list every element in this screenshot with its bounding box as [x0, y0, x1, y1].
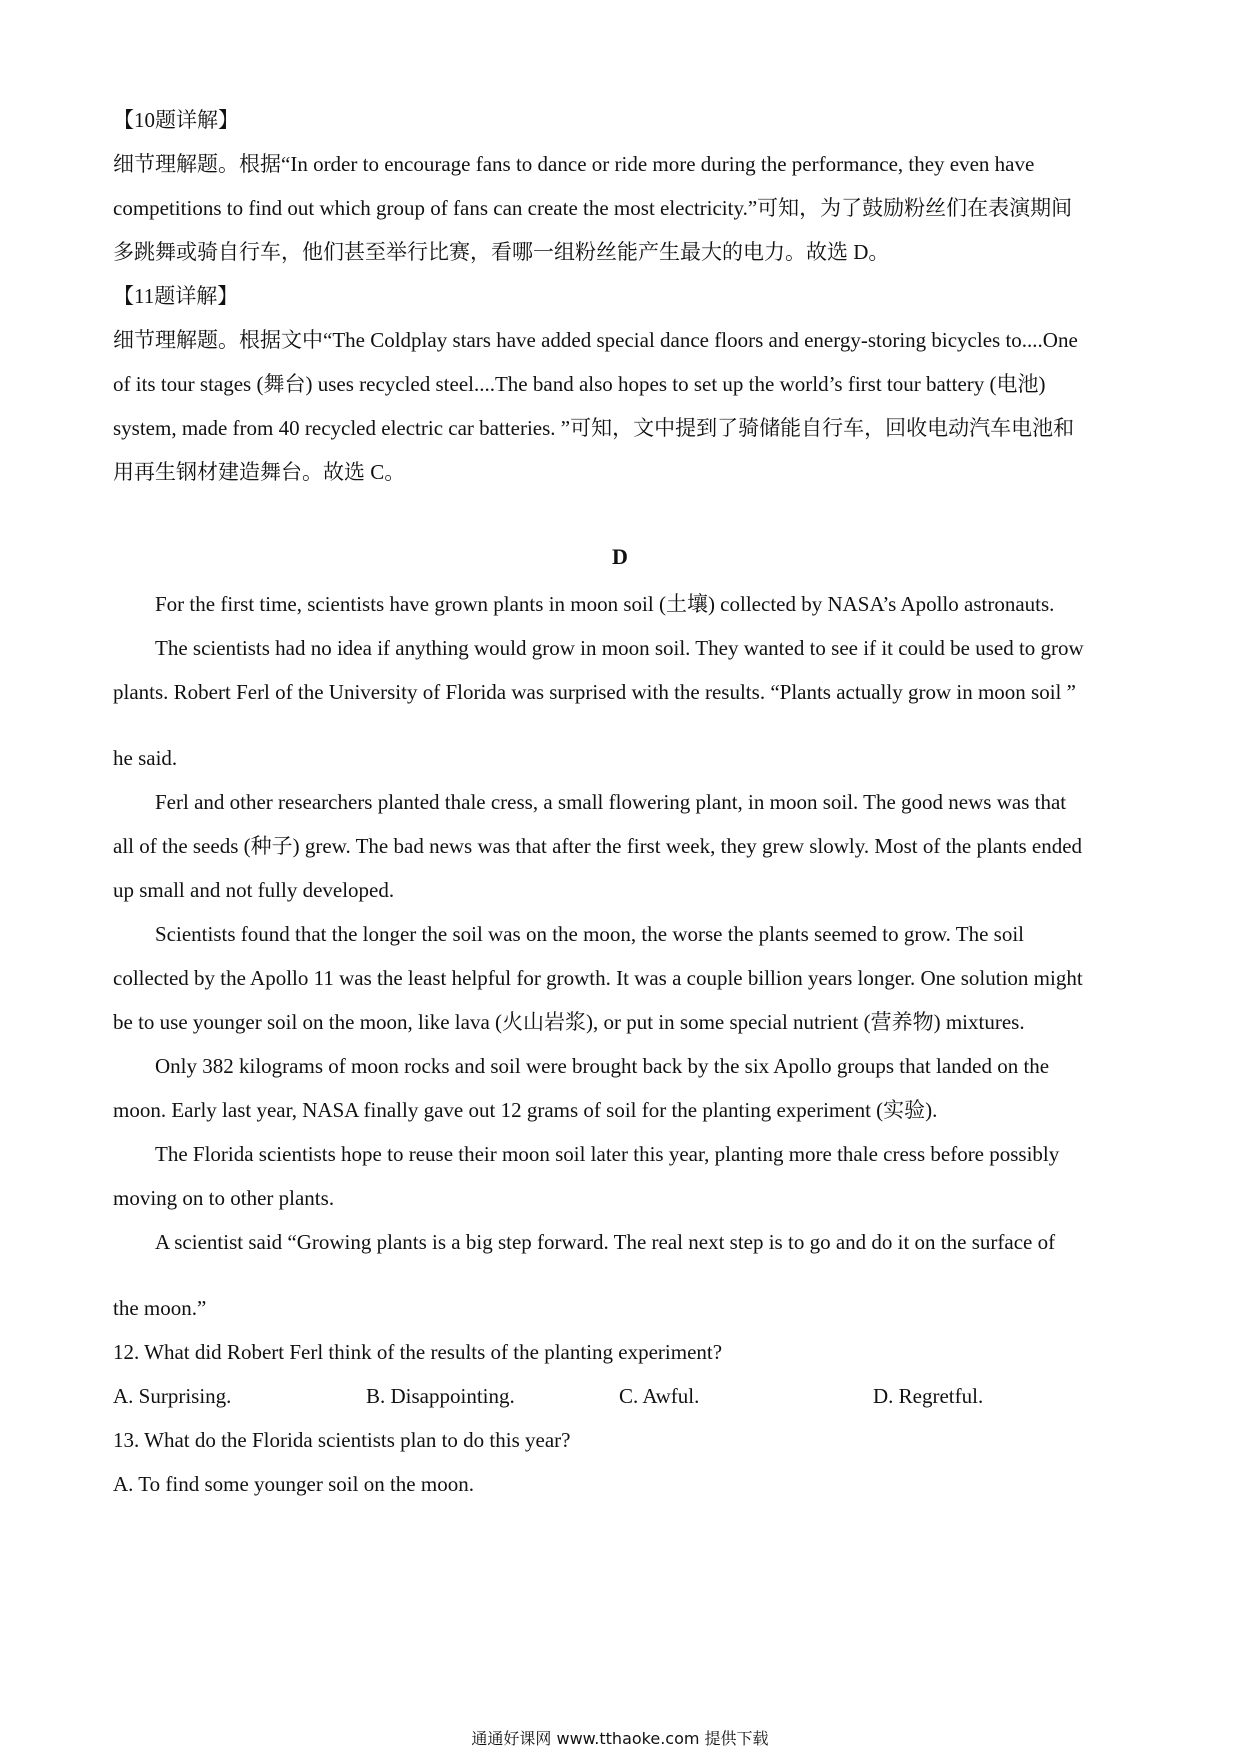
passage-line-9: collected by the Apollo 11 was the least helpful for growth. It was a couple billion years longer. One solution might — [113, 966, 1083, 990]
q11-header: 【11题详解】 — [113, 284, 239, 308]
passage-line-8: Scientists found that the longer the soil was on the moon, the worse the plants seemed to grow. The soil — [155, 922, 1025, 946]
q12-option-d: D. Regretful. — [873, 1384, 984, 1408]
q11-line-4: 用再生钢材建造舞台。故选 C。 — [113, 460, 406, 484]
q12-option-c: C. Awful. — [619, 1384, 700, 1408]
q12-option-a: A. Surprising. — [113, 1384, 232, 1408]
passage-line-1: For the first time, scientists have grown plants in moon soil (土壤) collected by NASA’s Apollo astronauts. — [155, 592, 1055, 616]
page-footer: 通通好课网 www.tthaoke.com 提供下载 — [471, 1729, 769, 1748]
passage-line-4: he said. — [113, 746, 178, 770]
q11-line-2: of its tour stages (舞台) uses recycled steel....The band also hopes to set up the world’s first tour battery (电池) — [113, 372, 1046, 396]
q11-line-3: system, made from 40 recycled electric car batteries. ”可知，文中提到了骑储能自行车，回收电动汽车电池和 — [113, 416, 1075, 440]
q10-line-1: 细节理解题。根据“In order to encourage fans to dance or ride more during the performance, they even have — [113, 152, 1035, 176]
q12-option-b: B. Disappointing. — [366, 1384, 515, 1408]
q10-header: 【10题详解】 — [113, 108, 239, 132]
q11-line-1: 细节理解题。根据文中“The Coldplay stars have added special dance floors and energy-storing bicycles to....One — [113, 328, 1078, 352]
q13-option-a: A. To find some younger soil on the moon. — [113, 1472, 474, 1496]
passage-line-16: the moon.” — [113, 1296, 207, 1320]
q10-line-3: 多跳舞或骑自行车，他们甚至举行比赛，看哪一组粉丝能产生最大的电力。故选 D。 — [113, 240, 890, 264]
passage-line-11: Only 382 kilograms of moon rocks and soil were brought back by the six Apollo groups that landed on the — [155, 1054, 1050, 1078]
passage-line-6: all of the seeds (种子) grew. The bad news was that after the first week, they grew slowly. Most of the plants ended — [113, 834, 1083, 858]
passage-heading: D — [612, 544, 628, 569]
passage-line-5: Ferl and other researchers planted thale cress, a small flowering plant, in moon soil. The good news was that — [155, 790, 1067, 814]
passage-line-14: moving on to other plants. — [113, 1186, 335, 1210]
passage-line-3: plants. Robert Ferl of the University of Florida was surprised with the results. “Plants actually grow in moon soil ” — [113, 680, 1076, 704]
q13-question: 13. What do the Florida scientists plan to do this year? — [113, 1428, 571, 1452]
q10-line-2: competitions to find out which group of fans can create the most electricity.”可知，为了鼓励粉丝们在表演期间 — [113, 196, 1073, 220]
passage-line-10: be to use younger soil on the moon, like lava (火山岩浆), or put in some special nutrient (营养物) mixtures. — [113, 1010, 1025, 1034]
passage-line-13: The Florida scientists hope to reuse their moon soil later this year, planting more thale cress before possibly — [155, 1142, 1060, 1166]
passage-line-12: moon. Early last year, NASA finally gave out 12 grams of soil for the planting experiment (实验). — [113, 1098, 938, 1122]
passage-line-15: A scientist said “Growing plants is a big step forward. The real next step is to go and do it on the surface of — [155, 1230, 1056, 1254]
passage-line-2: The scientists had no idea if anything would grow in moon soil. They wanted to see if it could be used to grow — [155, 636, 1084, 660]
q12-question: 12. What did Robert Ferl think of the results of the planting experiment? — [113, 1340, 723, 1364]
passage-line-7: up small and not fully developed. — [113, 878, 395, 902]
